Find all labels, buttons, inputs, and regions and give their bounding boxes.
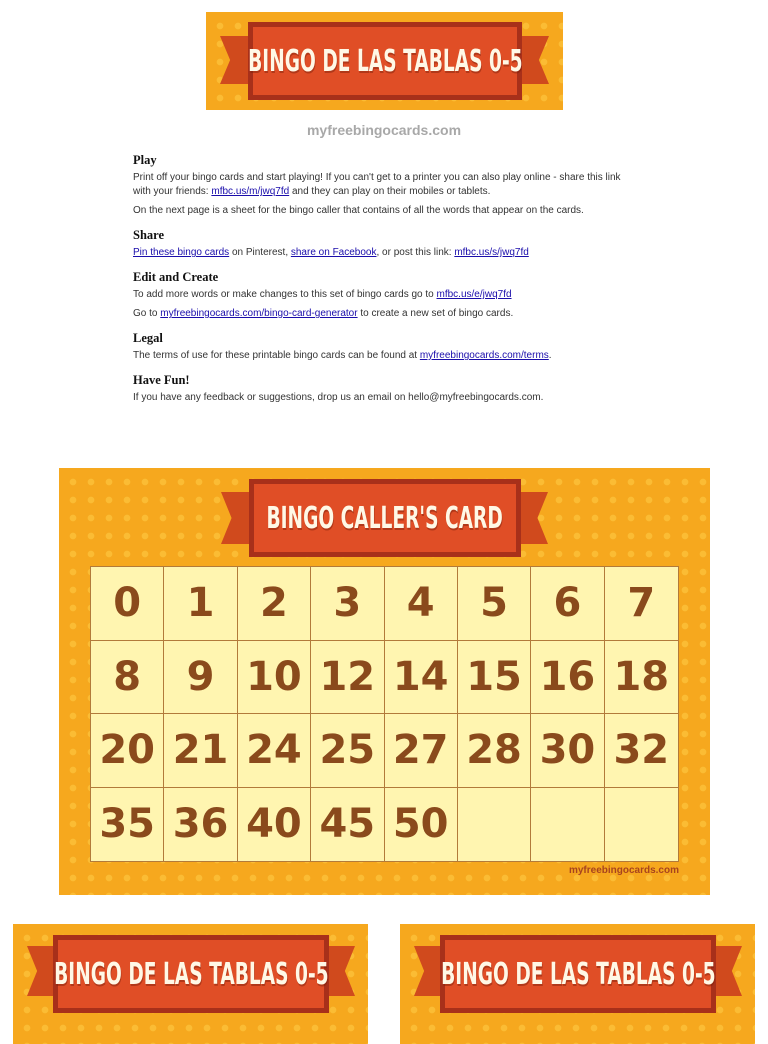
- bingo-card-right: [400, 924, 755, 1044]
- caller-number-cell: 21: [164, 714, 237, 788]
- caller-number-cell: 14: [385, 641, 458, 715]
- play-title: Play: [133, 153, 157, 167]
- right-card-title: BINGO DE LAS TABLAS 0-5: [440, 956, 716, 992]
- caller-number-cell: 45: [311, 788, 384, 862]
- caller-grid: [90, 566, 679, 862]
- legal-title: Legal: [133, 331, 163, 345]
- caller-number-cell: 16: [531, 641, 604, 715]
- right-card-ribbon: [440, 935, 716, 1013]
- play-link[interactable]: mfbc.us/m/jwq7fd: [211, 186, 290, 197]
- caller-number-cell: 1: [164, 567, 237, 641]
- edit-title: Edit and Create: [133, 270, 219, 284]
- left-card-title: BINGO DE LAS TABLAS 0-5: [53, 956, 329, 992]
- edit-link[interactable]: mfbc.us/e/jwq7fd: [436, 289, 512, 300]
- bingo-card-left: [13, 924, 368, 1044]
- caller-number-cell: 35: [91, 788, 164, 862]
- caller-site: myfreebingocards.com: [568, 865, 679, 876]
- header-banner: [206, 12, 563, 110]
- caller-number-cell: 40: [238, 788, 311, 862]
- caller-number-cell: 24: [238, 714, 311, 788]
- caller-number-cell: 28: [458, 714, 531, 788]
- header-title: BINGO DE LAS TABLAS 0-5: [247, 43, 523, 79]
- instructions: [133, 153, 633, 415]
- caller-empty-cell: [458, 788, 531, 862]
- caller-number-cell: 25: [311, 714, 384, 788]
- terms-link[interactable]: myfreebingocards.com/terms: [419, 350, 549, 361]
- caller-number-cell: 9: [164, 641, 237, 715]
- caller-number-cell: 27: [385, 714, 458, 788]
- caller-ribbon: [249, 479, 521, 557]
- play-caller-text: On the next page is a sheet for the bingo caller that contains of all the words that appear on the cards.: [133, 205, 584, 216]
- share-title: Share: [133, 228, 165, 242]
- legal-section: Legal The terms of use for these printable bingo cards can be found at myfreebingocards.com/terms.: [133, 331, 633, 363]
- caller-number-cell: 2: [238, 567, 311, 641]
- caller-number-cell: 18: [605, 641, 678, 715]
- fun-title: Have Fun!: [133, 373, 190, 387]
- caller-number-cell: 5: [458, 567, 531, 641]
- caller-number-cell: 50: [385, 788, 458, 862]
- caller-number-cell: 36: [164, 788, 237, 862]
- caller-empty-cell: [531, 788, 604, 862]
- caller-number-cell: 32: [605, 714, 678, 788]
- caller-number-cell: 7: [605, 567, 678, 641]
- edit-section: Edit and Create To add more words or make changes to this set of bingo cards go to mfbc.us/e/jwq7fd Go to myfreebingocards.com/bingo-card-generator to create a new set of bingo cards.: [133, 270, 633, 321]
- generator-link[interactable]: myfreebingocards.com/bingo-card-generator: [160, 308, 358, 319]
- site-name: myfreebingocards.com: [306, 122, 462, 138]
- play-section: Play Print off your bingo cards and start playing! If you can't get to a printer you can also play online - share this link with your friends: mfbc.us/m/jwq7fd and they can play on their mobiles or tablets. On the next page is a sheet for the bingo caller that contains of all the words that appear on the cards.: [133, 153, 633, 218]
- fun-text: If you have any feedback or suggestions, drop us an email on hello@myfreebingocards.com.: [133, 392, 544, 403]
- pinterest-link[interactable]: Pin these bingo cards: [133, 247, 230, 258]
- header-ribbon: [248, 22, 522, 100]
- caller-card: [59, 468, 710, 895]
- caller-title: BINGO CALLER'S CARD: [266, 500, 504, 536]
- caller-number-cell: 30: [531, 714, 604, 788]
- caller-number-cell: 12: [311, 641, 384, 715]
- share-section: Share Pin these bingo cards on Pinterest, share on Facebook, or post this link: mfbc.us/s/jwq7fd: [133, 228, 633, 260]
- fun-section: [133, 373, 633, 405]
- caller-number-cell: 6: [531, 567, 604, 641]
- facebook-link[interactable]: share on Facebook: [290, 247, 377, 258]
- caller-number-cell: 3: [311, 567, 384, 641]
- caller-number-cell: 4: [385, 567, 458, 641]
- caller-number-cell: 15: [458, 641, 531, 715]
- caller-number-cell: 8: [91, 641, 164, 715]
- share-link[interactable]: mfbc.us/s/jwq7fd: [454, 247, 529, 258]
- caller-number-cell: 20: [91, 714, 164, 788]
- caller-number-cell: 10: [238, 641, 311, 715]
- caller-number-cell: 0: [91, 567, 164, 641]
- left-card-ribbon: [53, 935, 329, 1013]
- caller-empty-cell: [605, 788, 678, 862]
